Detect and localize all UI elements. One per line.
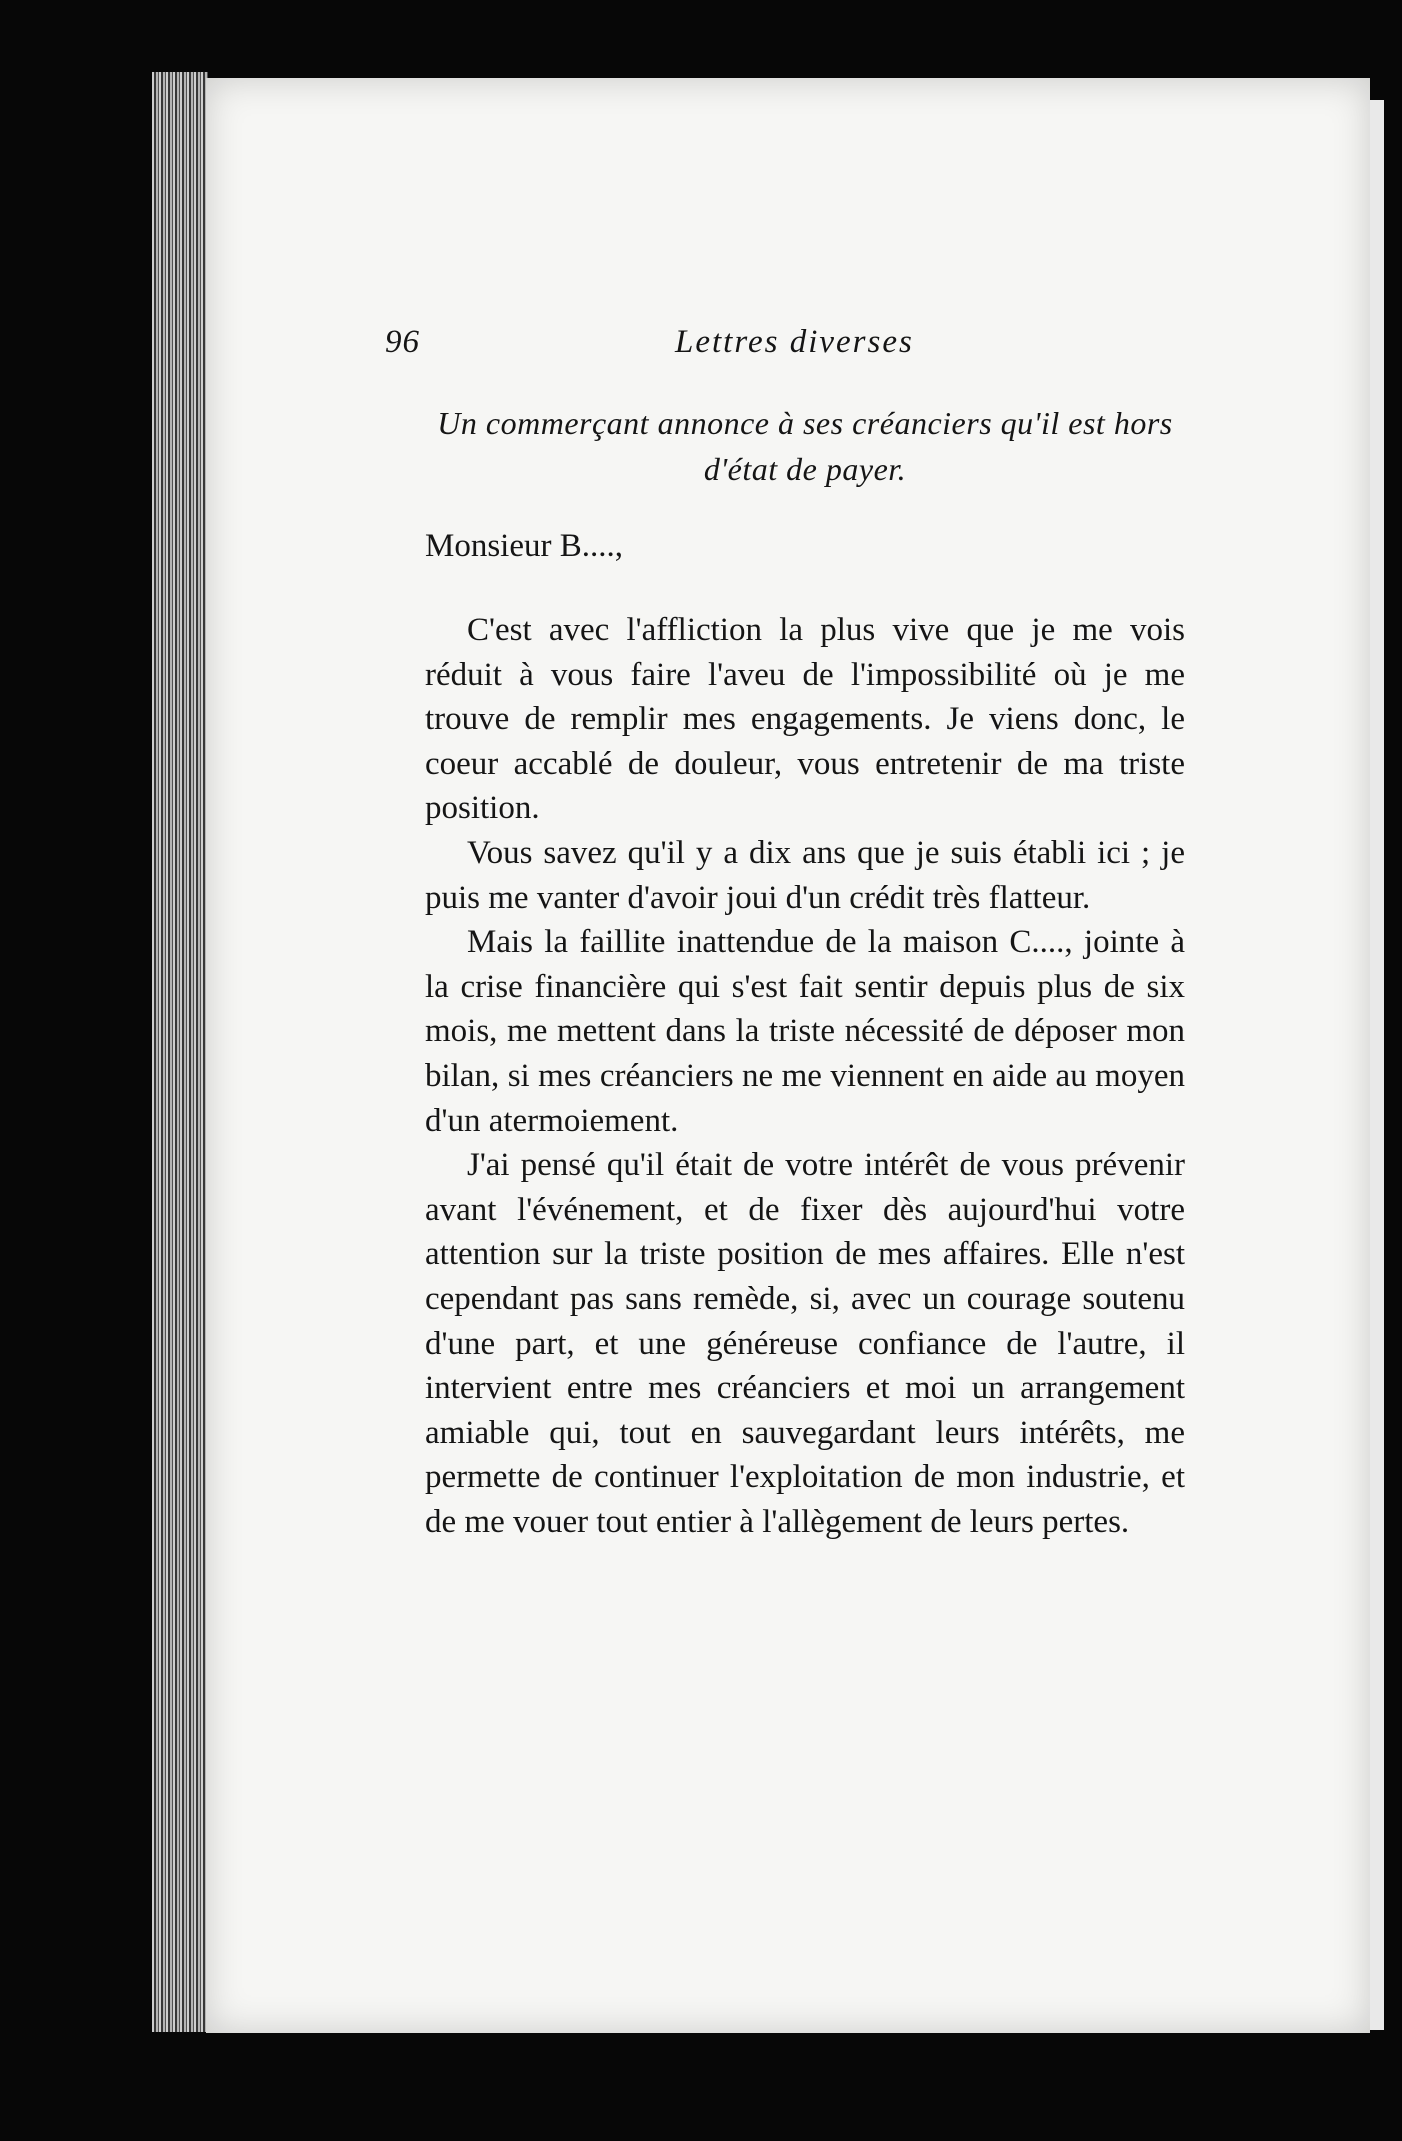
salutation: Monsieur B...., xyxy=(425,528,623,564)
running-title: Lettres diverses xyxy=(675,324,914,360)
page-number: 96 xyxy=(385,324,420,360)
letter-heading: Un commerçant annonce à ses créanciers qu'il est hors d'état de payer. xyxy=(437,405,1173,487)
letter-paragraph: C'est avec l'affliction la plus vive que je me vois réduit à vous faire l'aveu de l'impossibilité où je me trouve de remplir mes engagements. Je viens donc, le coeur accablé de douleur, vous entretenir de ma triste position. xyxy=(425,612,1185,827)
page-right-edge xyxy=(1370,100,1384,2030)
page-content xyxy=(385,320,1185,1544)
letter-paragraph: Mais la faillite inattendue de la maison C...., jointe à la crise financière qui s'est fait sentir depuis plus de six mois, me mettent dans la triste nécessité de déposer mon bilan, si mes créanciers ne me viennent en aide au moyen d'un atermoiement. xyxy=(425,924,1185,1139)
running-head xyxy=(385,320,1185,380)
letter-paragraph: J'ai pensé qu'il était de votre intérêt de vous prévenir avant l'événement, et de fixer dès aujourd'hui votre attention sur la triste position de mes affaires. Elle n'est cependant pas sans remède, si, avec un courage soutenu d'une part, et une généreuse confiance de l'autre, il intervient entre mes créanciers et moi un arrangement amiable qui, tout en sauvegardant leurs intérêts, me permette de continuer l'exploitation de mon industrie, et de me vouer tout entier à l'allègement de leurs pertes. xyxy=(425,1147,1185,1540)
letter-paragraph: Vous savez qu'il y a dix ans que je suis établi ici ; je puis me vanter d'avoir joui d'un crédit très flatteur. xyxy=(425,834,1185,916)
page-stack-edge xyxy=(152,72,208,2032)
